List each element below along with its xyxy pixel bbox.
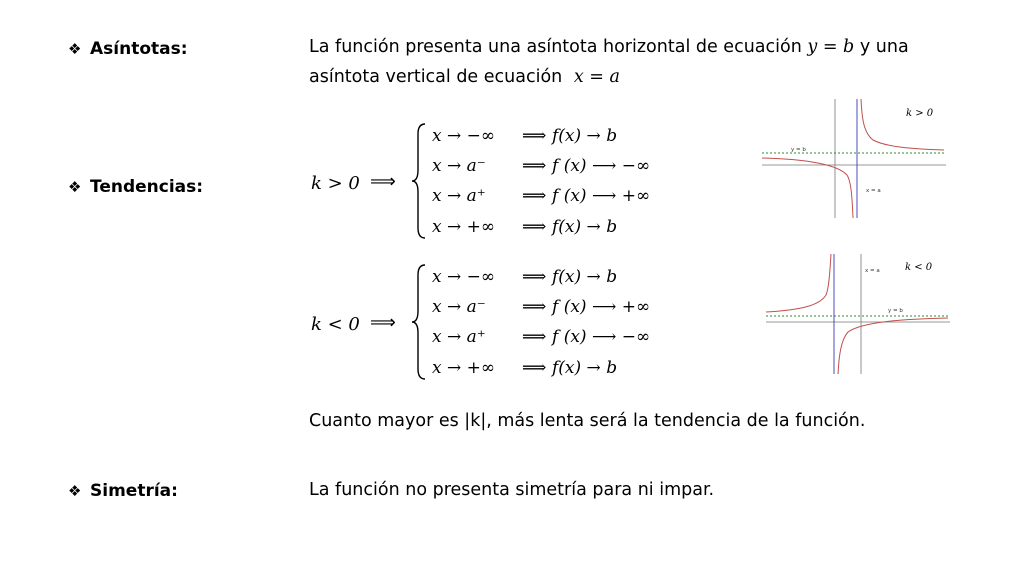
label-tendencias: Tendencias: xyxy=(90,177,204,197)
asymptote-label-y: y = b xyxy=(888,308,903,314)
asintotas-line-1: La función presenta una asíntota horizontal de ecuación y = b y una xyxy=(309,37,909,57)
diamond-bullet-icon: ❖ xyxy=(68,40,82,58)
case-row: x → a⁻ ⟹ f (x) ⟶ −∞ xyxy=(432,156,651,176)
curve-left-branch xyxy=(766,254,831,312)
label-simetria: Simetría: xyxy=(90,481,178,501)
left-brace xyxy=(410,263,428,381)
case-row: x → −∞ ⟹ f(x) → b xyxy=(432,126,618,146)
curve-right-branch xyxy=(861,99,944,150)
case-row: x → a⁻ ⟹ f (x) ⟶ +∞ xyxy=(432,297,651,317)
tendencia-note: Cuanto mayor es |k|, más lenta será la tendencia de la función. xyxy=(309,411,866,431)
equation-horizontal-asymptote: y = b xyxy=(807,37,855,57)
case-row: x → +∞ ⟹ f(x) → b xyxy=(432,217,618,237)
case-row: x → a⁺ ⟹ f (x) ⟶ −∞ xyxy=(432,327,651,347)
plot-label-k-negative: k < 0 xyxy=(905,262,933,273)
asymptote-label-x: x = a xyxy=(866,188,881,194)
equation-vertical-asymptote: x = a xyxy=(573,67,620,87)
simetria-text: La función no presenta simetría para ni impar. xyxy=(309,480,715,500)
case-row: x → a⁺ ⟹ f (x) ⟶ +∞ xyxy=(432,186,651,206)
curve-left-branch xyxy=(762,158,853,218)
condition-k-negative: k < 0 xyxy=(311,314,360,335)
asymptote-label-x: x = a xyxy=(865,268,880,274)
plot-k-negative xyxy=(762,250,952,376)
implies-arrow: ⟹ xyxy=(370,312,396,333)
plot-k-positive xyxy=(758,95,948,220)
implies-arrow: ⟹ xyxy=(370,171,396,192)
asintotas-line-2: asíntota vertical de ecuación x = a xyxy=(309,67,620,87)
plot-label-k-positive: k > 0 xyxy=(906,108,934,119)
diamond-bullet-icon: ❖ xyxy=(68,482,82,500)
curve-right-branch xyxy=(838,318,948,374)
case-row: x → +∞ ⟹ f(x) → b xyxy=(432,358,618,378)
asymptote-label-y: y = b xyxy=(791,147,806,153)
left-brace xyxy=(410,122,428,240)
label-asintotas: Asíntotas: xyxy=(90,39,188,59)
diamond-bullet-icon: ❖ xyxy=(68,178,82,196)
case-row: x → −∞ ⟹ f(x) → b xyxy=(432,267,618,287)
condition-k-positive: k > 0 xyxy=(311,173,360,194)
